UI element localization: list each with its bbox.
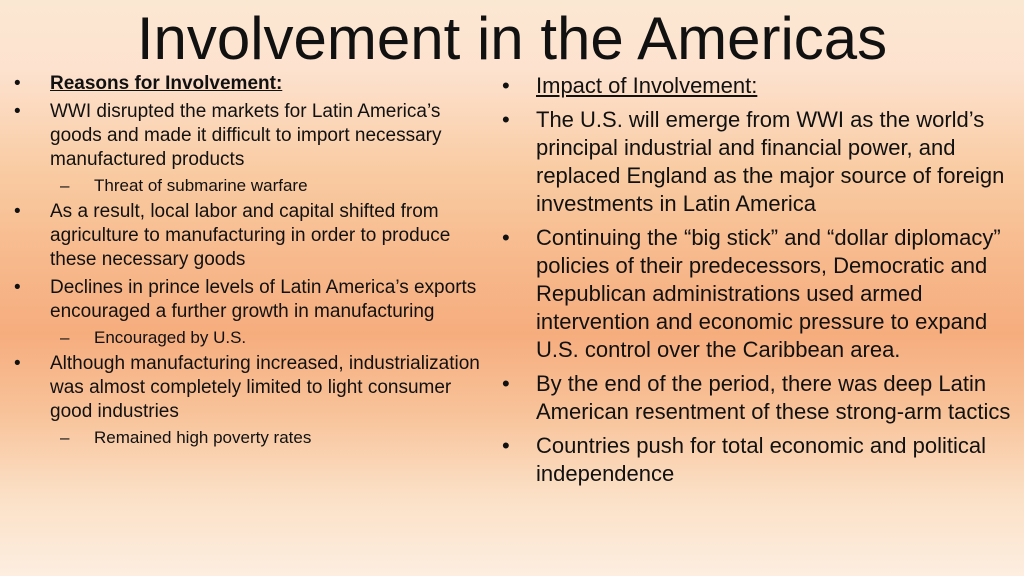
sub-list-item	[10, 175, 488, 196]
reasons-column	[10, 72, 488, 452]
list-item	[10, 100, 488, 172]
list-item-text: Declines in prince levels of Latin America’s exports encouraged a further growth in manufacturing	[50, 277, 477, 322]
reasons-heading: Reasons for Involvement:	[50, 73, 283, 94]
sub-list-item	[10, 327, 488, 348]
list-item-text: As a result, local labor and capital shifted from agriculture to manufacturing in order to produce these necessary goods	[50, 201, 451, 270]
bullet-icon: •	[14, 353, 21, 374]
bullet-icon: •	[14, 201, 21, 222]
bullet-icon: •	[502, 107, 510, 132]
sub-list-item	[10, 427, 488, 448]
impact-heading: Impact of Involvement:	[536, 73, 758, 98]
slide-title: Involvement in the Americas	[136, 5, 888, 72]
dash-icon: –	[60, 428, 70, 447]
bullet-icon: •	[14, 101, 21, 122]
bullet-icon: •	[14, 73, 21, 94]
list-item-text: The U.S. will emerge from WWI as the world’s principal industrial and financial power, and replaced England as the major source of foreign investments in Latin America	[536, 107, 1005, 216]
list-item	[10, 276, 488, 324]
bullet-icon: •	[502, 73, 510, 98]
dash-icon: –	[60, 328, 70, 347]
list-item	[498, 224, 1014, 364]
list-item-text: By the end of the period, there was deep Latin American resentment of these strong-arm tactics	[536, 371, 1011, 424]
reasons-heading-item	[10, 72, 488, 96]
list-item	[498, 106, 1014, 218]
impact-column	[498, 72, 1014, 494]
sub-list-item-text: Remained high poverty rates	[94, 428, 312, 447]
impact-list	[498, 72, 1014, 488]
dash-icon: –	[60, 176, 70, 195]
list-item	[10, 200, 488, 272]
sub-list-item-text: Encouraged by U.S.	[94, 328, 247, 347]
list-item	[498, 432, 1014, 488]
reasons-list	[10, 72, 488, 448]
bullet-icon: •	[14, 277, 21, 298]
list-item-text: Although manufacturing increased, industrialization was almost completely limited to light consumer good industries	[50, 353, 480, 422]
list-item-text: WWI disrupted the markets for Latin America’s goods and made it difficult to import necessary manufactured products	[50, 101, 442, 170]
sub-list-item-text: Threat of submarine warfare	[94, 176, 308, 195]
list-item-text: Continuing the “big stick” and “dollar diplomacy” policies of their predecessors, Democratic and Republican administrations used armed intervention and economic pressure to expand U.S. control over the Caribbean area.	[536, 225, 1001, 362]
bullet-icon: •	[502, 433, 510, 458]
list-item	[10, 352, 488, 424]
bullet-icon: •	[502, 225, 510, 250]
bullet-icon: •	[502, 371, 510, 396]
impact-heading-item	[498, 72, 1014, 100]
list-item-text: Countries push for total economic and political independence	[536, 433, 987, 486]
list-item	[498, 370, 1014, 426]
